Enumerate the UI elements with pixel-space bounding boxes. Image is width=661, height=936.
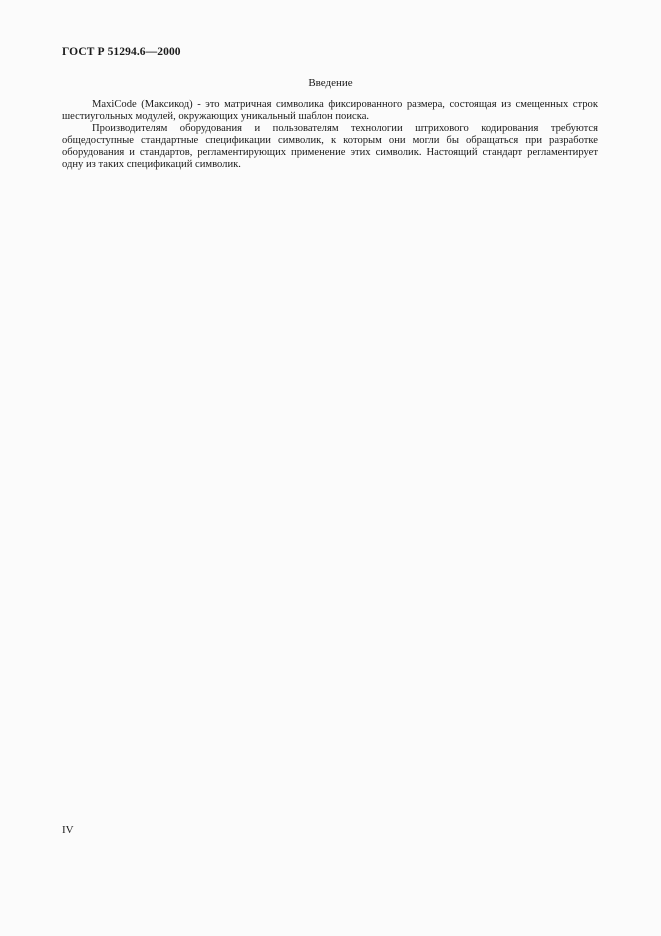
section-title: Введение xyxy=(308,77,353,89)
standard-id-header: ГОСТ Р 51294.6—2000 xyxy=(62,46,181,58)
paragraph-maxicode-definition: MaxiCode (Максикод) - это матричная символика фиксированного размера, состоящая из смещенных строк шестиугольных модулей, окружающих уникальный шаблон поиска. xyxy=(62,99,598,122)
page-number: IV xyxy=(62,824,74,836)
body-text xyxy=(62,99,598,171)
paragraph-standard-purpose: Производителям оборудования и пользователям технологии штрихового кодирования требуются общедоступные стандартные спецификации символик, к которым они могли бы обращаться при разработке оборудования и стандартов, регламентирующих применение этих символик. Настоящий стандарт регламентирует одну из таких спецификаций символик. xyxy=(62,123,598,170)
